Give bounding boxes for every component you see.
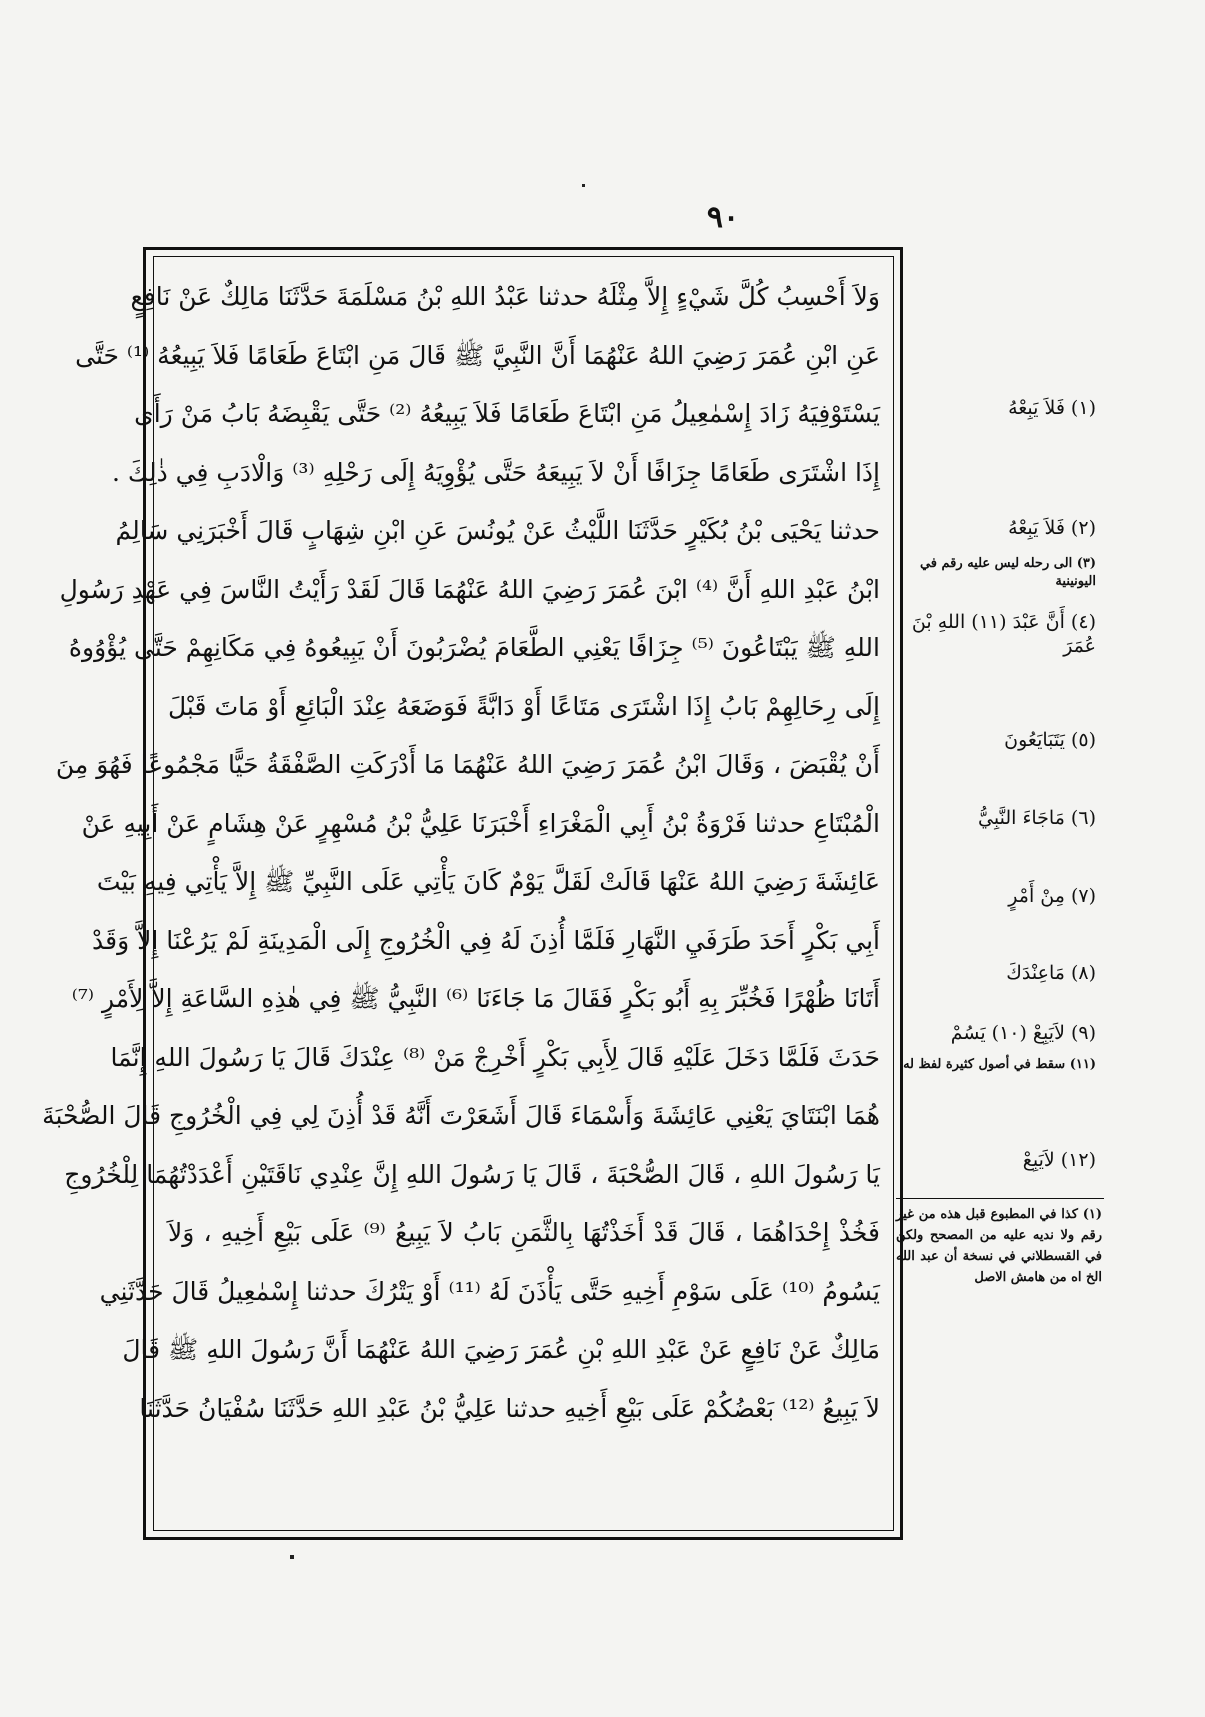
- side-notes: [896, 268, 1096, 1198]
- text-line: يَسْتَوْفِيَهُ زَادَ إِسْمٰعِيلُ مَنِ ابْتَاعَ طَعَامًا فَلاَ يَبِيعُهُ ⁽²⁾ حَتَّى يَقْبِضَهُ بَابُ مَنْ رَأَى: [134, 399, 880, 428]
- text-line: فَخُذْ إِحْدَاهُمَا ، قَالَ قَدْ أَخَذْتُهَا بِالثَّمَنِ بَابُ لاَ يَبِيعُ ⁽⁹⁾ عَلَى بَيْعِ أَخِيهِ ، وَلاَ: [168, 1218, 880, 1247]
- side-note-3: (٣) الى رحله ليس عليه رقم في اليونينية: [919, 556, 1096, 589]
- side-note-11: (١١) سقط في أصول كثيرة لفظ له: [903, 1057, 1096, 1072]
- text-line: أَنْ يُقْبَضَ ، وَقَالَ ابْنُ عُمَرَ رَضِيَ اللهُ عَنْهُمَا مَا أَدْرَكَتِ الصَّفْقَةُ حَيًّا مَجْمُوعًا فَهُوَ مِنَ: [55, 750, 880, 779]
- text-line: ابْنُ عَبْدِ اللهِ أَنَّ ⁽⁴⁾ ابْنَ عُمَرَ رَضِيَ اللهُ عَنْهُمَا قَالَ لَقَدْ رَأَيْتُ النَّاسَ فِي عَهْدِ رَسُولِ: [59, 574, 880, 604]
- text-line: الْمُبْتَاعِ حدثنا فَرْوَةُ بْنُ أَبِي الْمَغْرَاءِ أَخْبَرَنَا عَلِيُّ بْنُ مُسْهِرٍ عَنْ هِشَامٍ عَنْ أَبِيهِ عَنْ: [81, 808, 880, 838]
- text-line: أَتَانَا ظُهْرًا فَخُبِّرَ بِهِ أَبُو بَكْرٍ فَقَالَ مَا جَاءَنَا ⁽⁶⁾ النَّبِيُّ ﷺ فِي هٰذِهِ السَّاعَةِ إِلاَّ لِأَمْرٍ ⁽⁷⁾: [71, 984, 880, 1013]
- footnote-rule: [896, 1198, 1104, 1199]
- text-line: حدثنا يَحْيَى بْنُ بُكَيْرٍ حَدَّثَنَا اللَّيْثُ عَنْ يُونُسَ عَنِ ابْنِ شِهَابٍ قَالَ أَخْبَرَنِي سَالِمُ: [115, 516, 880, 545]
- side-note-7: (٧) مِنْ أَمْرٍ: [1008, 885, 1096, 907]
- side-note-4: (٤) أَنَّ عَبْدَ (١١) اللهِ بْنَ عُمَرَ: [911, 611, 1096, 657]
- page-number: ٩٠: [706, 200, 740, 235]
- side-note-5: (٥) يَتَبَايَعُونَ: [1004, 729, 1096, 751]
- scan-speck: [582, 184, 585, 187]
- text-line: وَلاَ أَحْسِبُ كُلَّ شَيْءٍ إِلاَّ مِثْلَهُ حدثنا عَبْدُ اللهِ بْنُ مَسْلَمَةَ حَدَّثَنَا مَالِكٌ عَنْ نَافِعٍ: [130, 282, 880, 311]
- text-line: لاَ يَبِيعُ ⁽¹²⁾ بَعْضُكُمْ عَلَى بَيْعِ أَخِيهِ حدثنا عَلِيُّ بْنُ عَبْدِ اللهِ حَدَّثَنَا سُفْيَانُ حَدَّثَنَا: [139, 1393, 880, 1423]
- text-line: إِذَا اشْتَرَى طَعَامًا جِزَافًا أَنْ لاَ يَبِيعَهُ حَتَّى يُؤْوِيَهُ إِلَى رَحْلِهِ ⁽³⁾ وَالْادَبِ فِي ذٰلِكَ .: [111, 457, 880, 487]
- side-note-6: (٦) مَاجَاءَ النَّبِيُّ: [978, 807, 1096, 829]
- side-note-8: (٨) مَاعِنْدَكَ: [1006, 962, 1096, 984]
- bottom-footnote: (١) كذا في المطبوع قبل هذه من غير رقم ولا نديه عليه من المصحح ولكن في القسطلاني في نسخة أن عبد الله الخ اه من هامش الاصل: [896, 1207, 1102, 1285]
- side-note-1: (١) فَلاَ يَبِعْهُ: [1008, 397, 1096, 419]
- main-text-block: [42, 268, 880, 1520]
- text-line: إِلَى رِحَالِهِمْ بَابُ إِذَا اشْتَرَى مَتَاعًا أَوْ دَابَّةً فَوَضَعَهُ عِنْدَ الْبَائِعِ أَوْ مَاتَ قَبْلَ: [168, 691, 880, 721]
- text-line: يَا رَسُولَ اللهِ ، قَالَ الصُّحْبَةَ ، قَالَ يَا رَسُولَ اللهِ إِنَّ عِنْدِي نَاقَتَيْنِ أَعْدَدْتُهُمَا لِلْخُرُوجِ: [64, 1159, 880, 1189]
- text-line: أَبِي بَكْرٍ أَحَدَ طَرَفَيِ النَّهَارِ فَلَمَّا أُذِنَ لَهُ فِي الْخُرُوجِ إِلَى الْمَدِينَةِ لَمْ يَرُعْنَا إِلاَّ وَقَدْ: [92, 925, 880, 955]
- side-note-9-10: (٩) لاَيَبِعْ (١٠) يَسُمْ: [950, 1022, 1096, 1044]
- text-line: عَائِشَةَ رَضِيَ اللهُ عَنْهَا قَالَتْ لَقَلَّ يَوْمٌ كَانَ يَأْتِي عَلَى النَّبِيِّ ﷺ إِلاَّ يَأْتِي فِيهِ بَيْتَ: [96, 867, 880, 896]
- side-note-2: (٢) فَلاَ يَبِعْهُ: [1008, 517, 1096, 539]
- side-note-12: (١٢) لاَيَبِعْ: [1022, 1149, 1096, 1171]
- text-line: اللهِ ﷺ يَبْتَاعُونَ ⁽⁵⁾ جِزَافًا يَعْنِي الطَّعَامَ يُضْرَبُونَ أَنْ يَبِيعُوهُ فِي مَكَانِهِمْ حَتَّى يُؤْوُوهُ: [68, 633, 880, 662]
- text-line: عَنِ ابْنِ عُمَرَ رَضِيَ اللهُ عَنْهُمَا أَنَّ النَّبِيَّ ﷺ قَالَ مَنِ ابْتَاعَ طَعَامًا فَلاَ يَبِيعُهُ ⁽¹⁾ حَتَّى: [75, 340, 880, 370]
- scan-speck: [290, 1555, 294, 1559]
- text-line: مَالِكٌ عَنْ نَافِعٍ عَنْ عَبْدِ اللهِ بْنِ عُمَرَ رَضِيَ اللهُ عَنْهُمَا أَنَّ رَسُولَ اللهِ ﷺ قَالَ: [122, 1335, 880, 1364]
- text-line: هُمَا ابْنَتَايَ يَعْنِي عَائِشَةَ وَأَسْمَاءَ قَالَ أَشَعَرْتَ أَنَّهُ قَدْ أُذِنَ لِي فِي الْخُرُوجِ قَالَ الصُّحْبَةَ: [42, 1101, 880, 1130]
- text-line: يَسُومُ ⁽¹⁰⁾ عَلَى سَوْمِ أَخِيهِ حَتَّى يَأْذَنَ لَهُ ⁽¹¹⁾ أَوْ يَتْرُكَ حدثنا إِسْمٰعِيلُ قَالَ حَدَّثَنِي: [99, 1276, 880, 1306]
- text-line: حَدَثَ فَلَمَّا دَخَلَ عَلَيْهِ قَالَ لِأَبِي بَكْرٍ أَخْرِجْ مَنْ ⁽⁸⁾ عِنْدَكَ قَالَ يَا رَسُولَ اللهِ إِنَّمَا: [110, 1042, 880, 1072]
